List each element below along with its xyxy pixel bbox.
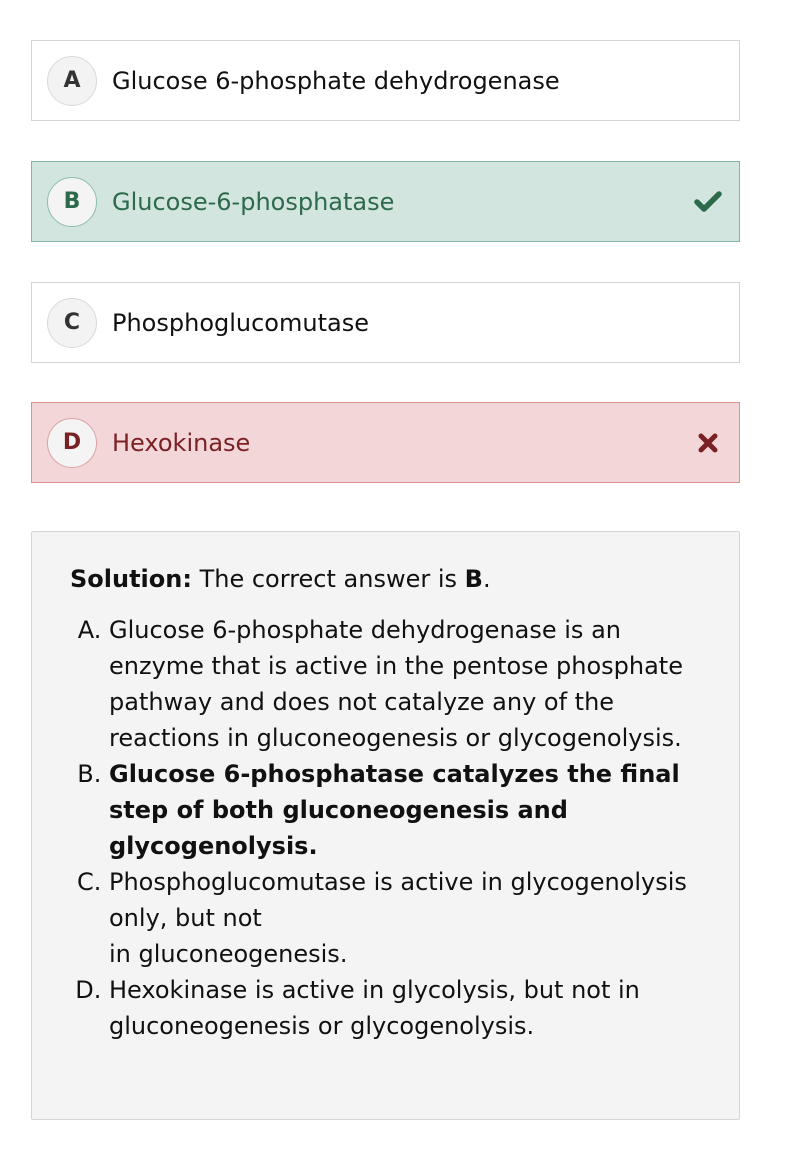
- solution-summary-text: The correct answer is: [191, 565, 465, 593]
- answer-option-a[interactable]: [31, 40, 740, 121]
- answer-option-d[interactable]: [31, 402, 740, 483]
- explanation-a: A. Glucose 6-phosphate dehydrogenase is an enzyme that is active in the pentose phosphate pathway and does not catalyze any of the reactions in gluconeogenesis or glycogenolysis.: [109, 612, 701, 756]
- explanation-b-text: Glucose 6-phosphatase catalyzes the final step of both gluconeogenesis and glycogenolysis.: [109, 760, 680, 860]
- option-label: Glucose 6-phosphate dehydrogenase: [112, 66, 560, 95]
- option-label: Hexokinase: [112, 428, 251, 457]
- x-icon: [693, 428, 723, 458]
- explanation-c: [109, 864, 701, 972]
- answer-option-b[interactable]: [31, 161, 740, 242]
- explanation-b: [109, 756, 701, 864]
- answer-option-c[interactable]: [31, 282, 740, 363]
- solution-panel: [31, 531, 740, 1120]
- option-label: Glucose-6-phosphatase: [112, 187, 395, 216]
- option-letter-badge: D: [47, 418, 97, 468]
- option-letter-badge: C: [47, 298, 97, 348]
- correct-answer-letter: B: [464, 565, 483, 593]
- explanation-d: D. Hexokinase is active in glycolysis, but not in gluconeogenesis or glycogenolysis.: [109, 972, 701, 1044]
- option-label: Phosphoglucomutase: [112, 308, 369, 337]
- solution-summary: [70, 564, 701, 594]
- option-letter-badge: B: [47, 177, 97, 227]
- summary-period: .: [482, 565, 491, 593]
- check-icon: [693, 187, 723, 217]
- explanation-c-line1: Phosphoglucomutase is active in glycogenolysis only, but not: [109, 868, 687, 932]
- option-letter-badge: A: [47, 56, 97, 106]
- explanation-list: [70, 612, 701, 1044]
- solution-label: Solution:: [70, 565, 192, 593]
- explanation-c-line2: in gluconeogenesis.: [109, 940, 348, 968]
